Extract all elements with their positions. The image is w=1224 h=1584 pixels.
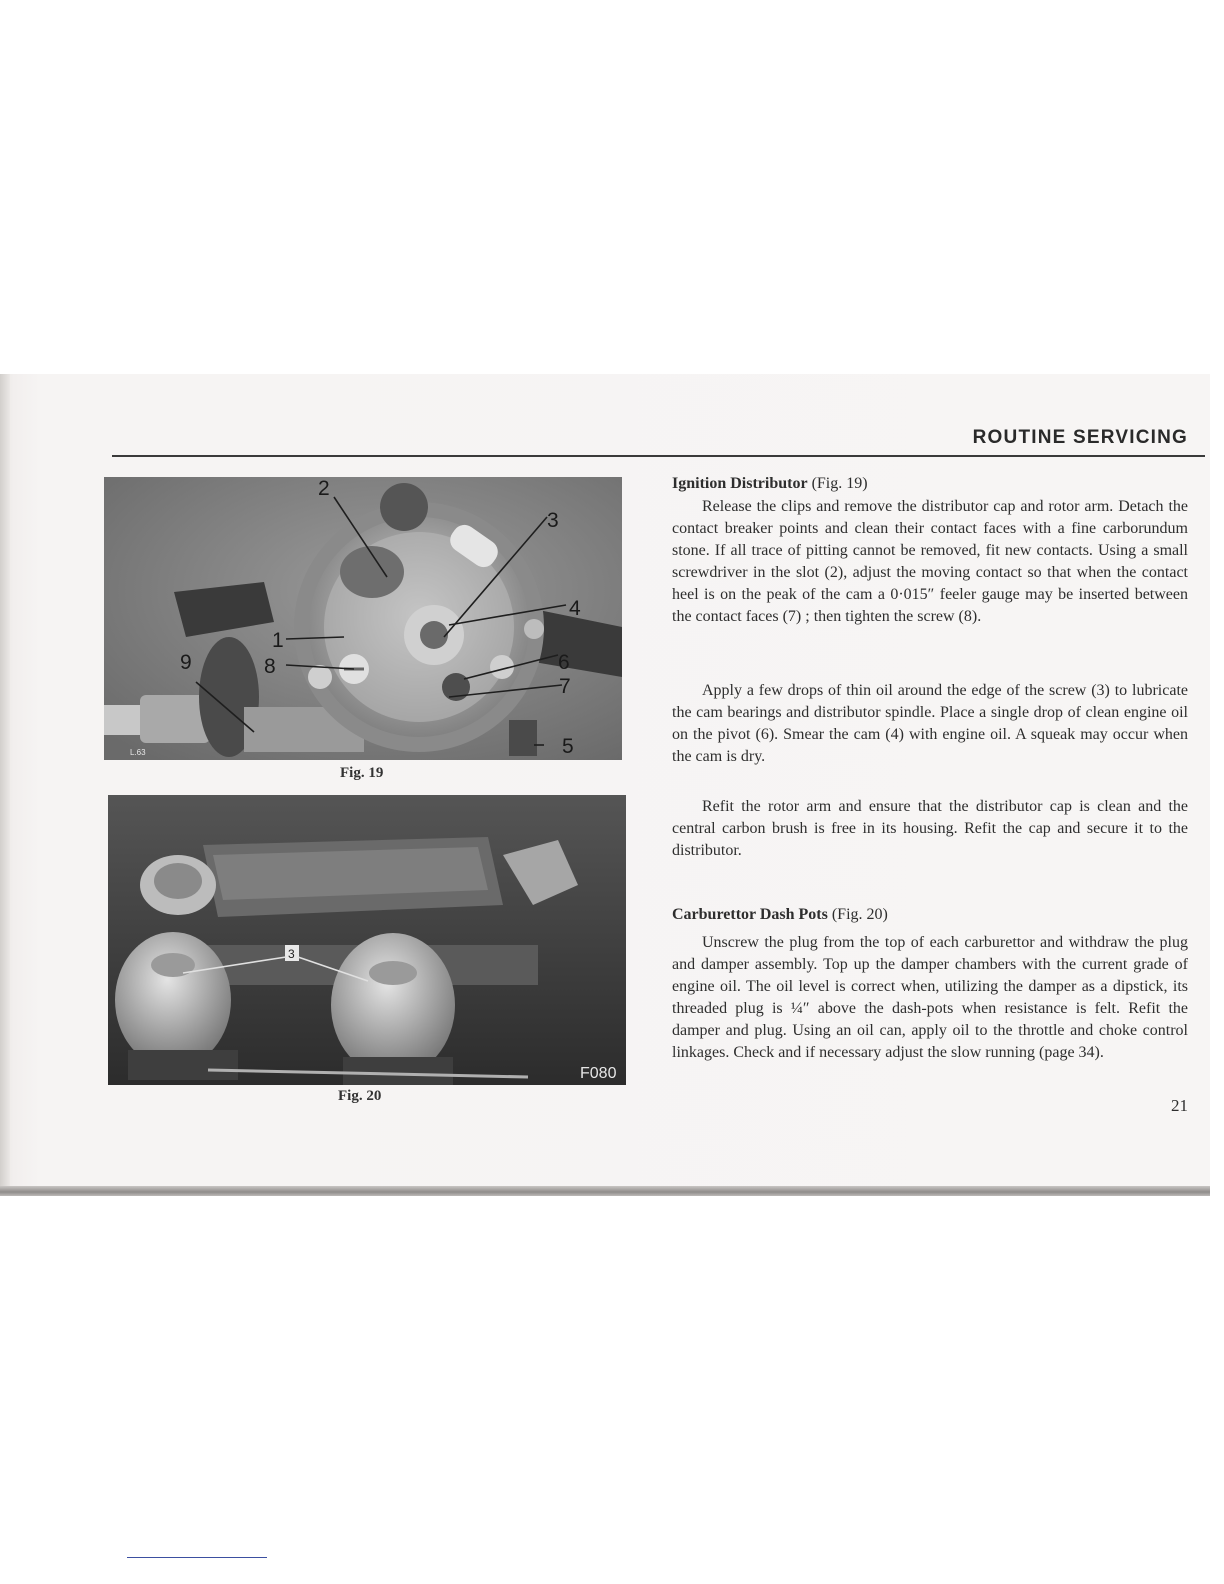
figure-19-caption: Fig. 19	[340, 765, 384, 781]
fig19-callout-4: 4	[569, 597, 581, 620]
fig19-callout-2: 2	[318, 477, 330, 500]
fig19-callout-8: 8	[264, 655, 276, 678]
fig19-code: L.63	[130, 748, 146, 757]
paragraph-distributor-lubrication: Apply a few drops of thin oil around the edge of the screw (3) to lubricate the cam bearings and distributor spindle. Place a single drop of clean engine oil on the pivot (6). Smear the cam (4) with engine oil. A squeak may occur when the cam is dry.	[672, 682, 1188, 765]
header-rule	[112, 455, 1205, 457]
fig19-callout-3: 3	[547, 509, 559, 532]
paragraph-carburettor-dampers: Unscrew the plug from the top of each carburettor and withdraw the plug and damper assembly. Top up the damper chambers with the current grade of engine oil. The oil level is correct when, utilizing the damper as a dipstick, its threaded plug is ¼″ above the dash-pots when resistance is felt. Refit the damper and plug. Using an oil can, apply oil to the throttle and choke control linkages. Check and if necessary adjust the slow running (page 34).	[672, 934, 1188, 1061]
section-heading-carburettor-dash-pots	[672, 904, 1188, 926]
figure-20-caption: Fig. 20	[338, 1088, 382, 1104]
paragraph-distributor-points: Release the clips and remove the distributor cap and rotor arm. Detach the contact breaker points and clean their contact faces with a fine carborundum stone. If all trace of pitting cannot be removed, fit new contacts. Using a small screwdriver in the slot (2), adjust the moving contact so that when the contact heel is on the peak of the cam a 0·015″ feeler gauge may be inserted between the contact faces (7) ; then tighten the screw (8).	[672, 498, 1188, 625]
section-title: Carburettor Dash Pots	[672, 906, 828, 923]
fig19-callout-7: 7	[559, 675, 571, 698]
footer-rule	[127, 1557, 267, 1558]
figure-19-distributor-photo	[104, 477, 622, 760]
section-title: Ignition Distributor	[672, 475, 808, 492]
section-heading-ignition-distributor	[672, 473, 1188, 495]
figure-20-carburettor-photo	[108, 795, 626, 1085]
distributor-illustration	[104, 477, 622, 760]
fig19-callout-6: 6	[558, 651, 570, 674]
section-fig-ref: (Fig. 20)	[831, 906, 888, 923]
running-header: ROUTINE SERVICING	[972, 427, 1188, 448]
carburettor-illustration	[108, 795, 626, 1085]
section-fig-ref: (Fig. 19)	[811, 475, 868, 492]
fig19-callout-5: 5	[562, 735, 574, 758]
page-spine-shadow	[0, 374, 10, 1196]
fig20-callout-3: 3	[288, 947, 295, 961]
paragraph-distributor-refit: Refit the rotor arm and ensure that the distributor cap is clean and the central carbon brush is free in its housing. Refit the cap and secure it to the distributor.	[672, 798, 1188, 859]
fig20-code: F080	[580, 1065, 617, 1082]
fig19-callout-1: 1	[272, 629, 284, 652]
page-bottom-edge	[0, 1186, 1210, 1196]
page-number: 21	[1171, 1096, 1188, 1115]
fig19-callout-9: 9	[180, 651, 192, 674]
